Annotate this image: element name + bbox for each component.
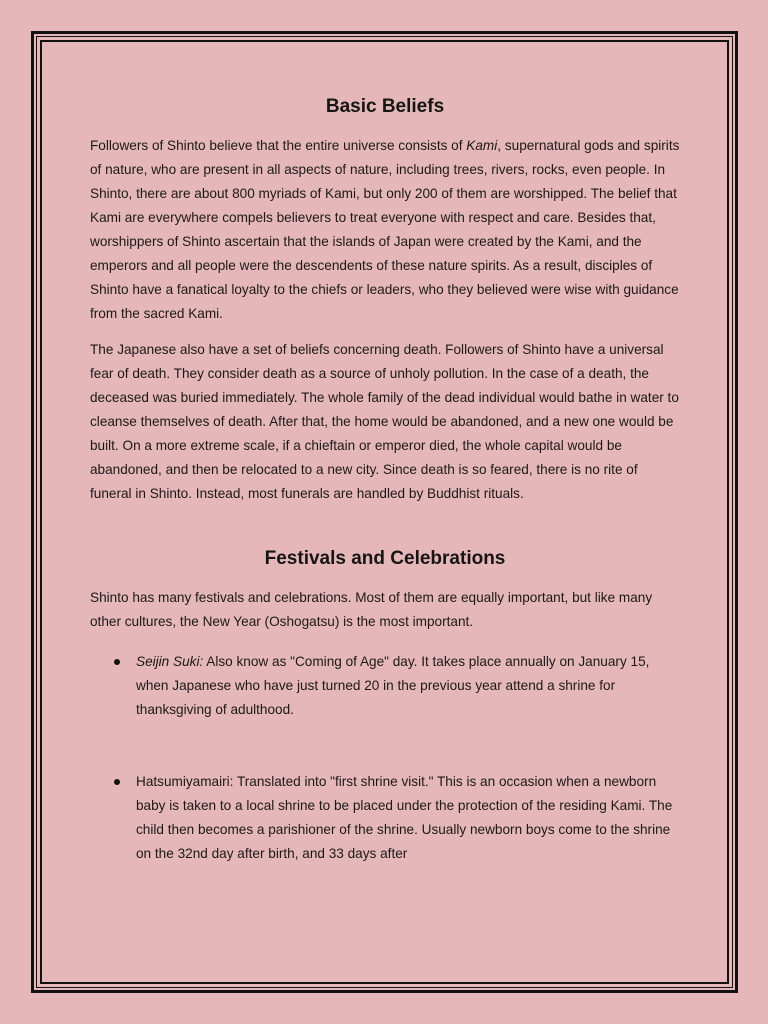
paragraph-kami-text-a: Followers of Shinto believe that the entire universe consists of [90,138,467,153]
list-item [90,650,680,722]
section-title-basic-beliefs: Basic Beliefs [325,96,445,117]
bullet-icon [114,659,120,665]
festival-term: Seijin Suki: [136,654,204,669]
list-item [90,770,680,866]
bullet-icon [114,779,120,785]
kami-term: Kami [466,138,498,153]
document-content [90,94,680,866]
paragraph-festivals-intro: Shinto has many festivals and celebrations. Most of them are equally important, but like many other cultures, the New Year (Oshogatsu) is the most important. [90,590,653,629]
section-title-festivals: Festivals and Celebrations [264,548,506,569]
paragraph-kami-text-b: , supernatural gods and spirits of nature, who are present in all aspects of nature, including trees, rivers, rocks, even people. In Shinto, there are about 800 myriads of Kami, but only 200 of them are worshipped. The belief that Kami are everywhere compels believers to treat everyone with respect and care. Besides that, worshippers of Shinto ascertain that the islands of Japan were created by the Kami, and the emperors and all people were the descendents of these nature spirits. As a result, disciples of Shinto have a fanatical loyalty to the chiefs or leaders, who they believed were wise with guidance from the sacred Kami. [90,138,680,321]
paragraph-kami [90,134,680,326]
paragraph-death: The Japanese also have a set of beliefs concerning death. Followers of Shinto have a universal fear of death. They consider death as a source of unholy pollution. In the case of a death, the deceased was buried immediately. The whole family of the dead individual would bathe in water to cleanse themselves of death. After that, the home would be abandoned, and a new one would be built. On a more extreme scale, if a chieftain or emperor died, the whole capital would be abandoned, and then be relocated to a new city. Since death is so feared, there is no rite of funeral in Shinto. Instead, most funerals are handled by Buddhist rituals. [90,342,679,501]
festival-list [90,650,680,866]
festival-description: Also know as "Coming of Age" day. It takes place annually on January 15, when Japanese who have just turned 20 in the previous year attend a shrine for thanksgiving of adulthood. [136,654,650,717]
festival-description: Hatsumiyamairi: Translated into "first shrine visit." This is an occasion when a newborn baby is taken to a local shrine to be placed under the protection of the residing Kami. The child then becomes a parishioner of the shrine. Usually newborn boys come to the shrine on the 32nd day after birth, and 33 days after [136,774,673,861]
